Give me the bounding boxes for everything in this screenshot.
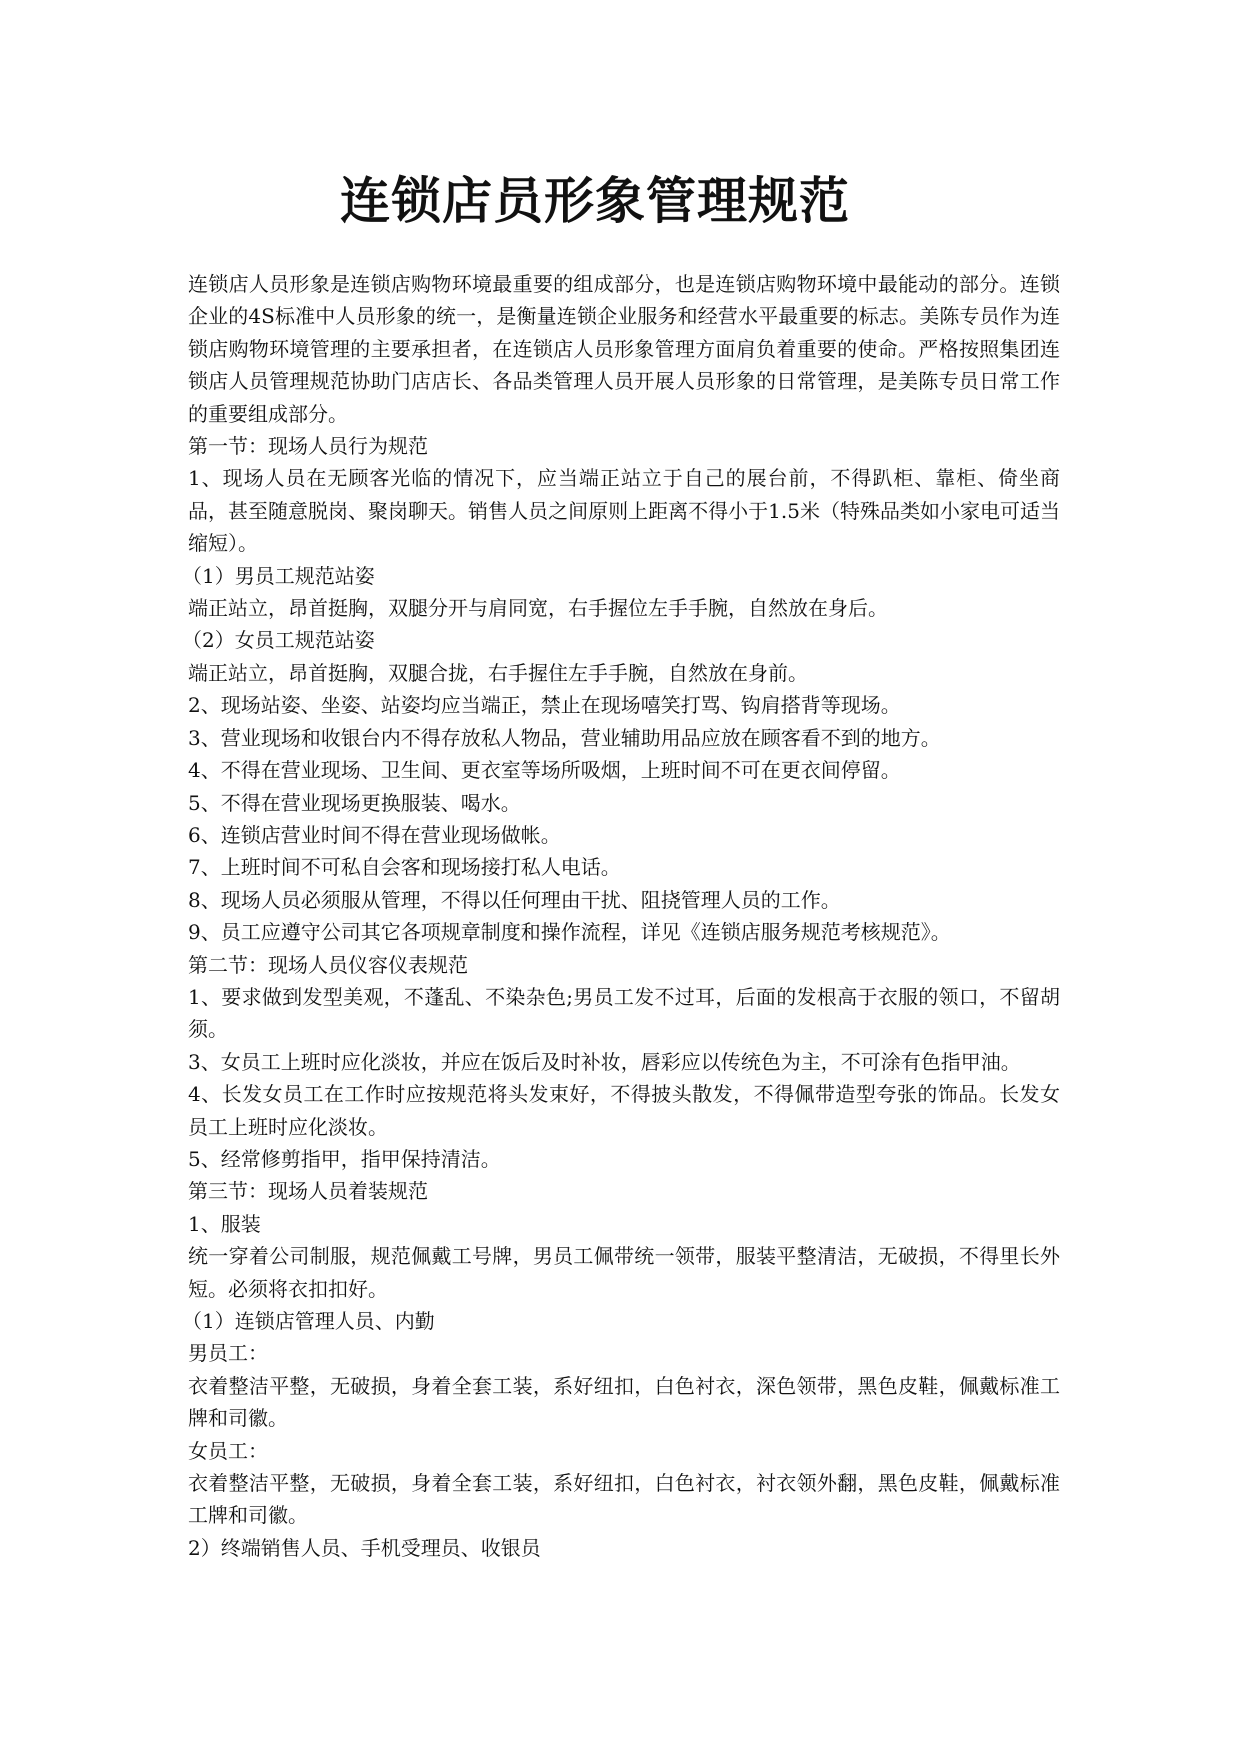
- rule-detail: 统一穿着公司制服，规范佩戴工号牌，男员工佩带统一领带，服装平整清洁，无破损，不得里长外短。必须将衣扣扣好。: [188, 1244, 1060, 1301]
- rule-detail: 端正站立，昂首挺胸，双腿合拢，右手握住左手手腕，自然放在身前。: [188, 660, 808, 685]
- section-heading-3: 第三节：现场人员着装规范: [188, 1179, 428, 1204]
- document-body: [182, 268, 1060, 1564]
- sub-heading: 2）终端销售人员、手机受理员、收银员: [188, 1535, 541, 1560]
- rule-item: 7、上班时间不可私自会客和现场接打私人电话。: [188, 855, 621, 880]
- intro-paragraph: 连锁店人员形象是连锁店购物环境最重要的组成部分，也是连锁店购物环境中最能动的部分。连锁企业的4S标准中人员形象的统一，是衡量连锁企业服务和经营水平最重要的标志。美陈专员作为连锁店购物环境管理的主要承担者，在连锁店人员形象管理方面肩负着重要的使命。严格按照集团连锁店人员管理规范协助门店店长、各品类管理人员开展人员形象的日常管理，是美陈专员日常工作的重要组成部分。: [188, 272, 1060, 426]
- rule-item: 1、要求做到发型美观，不蓬乱、不染杂色;男员工发不过耳，后面的发根高于衣服的领口，不留胡须。: [188, 984, 1060, 1042]
- section-heading-2: 第二节：现场人员仪容仪表规范: [188, 952, 468, 977]
- rule-item: 6、连锁店营业时间不得在营业现场做帐。: [188, 822, 561, 847]
- rule-item: 5、经常修剪指甲，指甲保持清洁。: [188, 1146, 501, 1171]
- document-title: 连锁店员形象管理规范: [340, 172, 850, 230]
- rule-detail: 衣着整洁平整，无破损，身着全套工装，系好纽扣，白色衬衣，衬衣领外翻，黑色皮鞋，佩戴标准工牌和司徽。: [188, 1471, 1060, 1528]
- rule-item: 9、员工应遵守公司其它各项规章制度和操作流程，详见《连锁店服务规范考核规范》。: [188, 920, 951, 945]
- sub-heading: （2）女员工规范站姿: [182, 628, 375, 653]
- rule-item: 4、长发女员工在工作时应按规范将头发束好，不得披头散发，不得佩带造型夸张的饰品。长发女员工上班时应化淡妆。: [188, 1082, 1060, 1139]
- section-heading-1: 第一节：现场人员行为规范: [188, 434, 428, 459]
- rule-item: 5、不得在营业现场更换服装、喝水。: [188, 790, 521, 815]
- sub-heading: （1）男员工规范站姿: [182, 563, 375, 588]
- rule-item: 4、不得在营业现场、卫生间、更衣室等场所吸烟，上班时间不可在更衣间停留。: [188, 758, 901, 783]
- sub-heading: （1）连锁店管理人员、内勤: [182, 1309, 435, 1333]
- rule-item: 1、现场人员在无顾客光临的情况下，应当端正站立于自己的展台前，不得趴柜、靠柜、倚坐商品，甚至随意脱岗、聚岗聊天。销售人员之间原则上距离不得小于1.5米（特殊品类如小家电可适当缩短）。: [188, 466, 1060, 556]
- rule-item: 1、服装: [188, 1211, 261, 1236]
- rule-item: 3、营业现场和收银台内不得存放私人物品，营业辅助用品应放在顾客看不到的地方。: [188, 725, 941, 750]
- sub-label: 男员工：: [188, 1341, 268, 1366]
- rule-item: 3、女员工上班时应化淡妆，并应在饭后及时补妆，唇彩应以传统色为主，不可涂有色指甲油。: [188, 1049, 1021, 1074]
- sub-label: 女员工：: [188, 1438, 268, 1463]
- rule-detail: 端正站立，昂首挺胸，双腿分开与肩同宽，右手握位左手手腕，自然放在身后。: [188, 596, 888, 621]
- rule-item: 2、现场站姿、坐姿、站姿均应当端正，禁止在现场嘻笑打骂、钩肩搭背等现场。: [188, 693, 901, 718]
- rule-detail: 衣着整洁平整，无破损，身着全套工装，系好纽扣，白色衬衣，深色领带，黑色皮鞋，佩戴标准工牌和司徽。: [188, 1373, 1060, 1431]
- rule-item: 8、现场人员必须服从管理，不得以任何理由干扰、阻挠管理人员的工作。: [188, 887, 841, 912]
